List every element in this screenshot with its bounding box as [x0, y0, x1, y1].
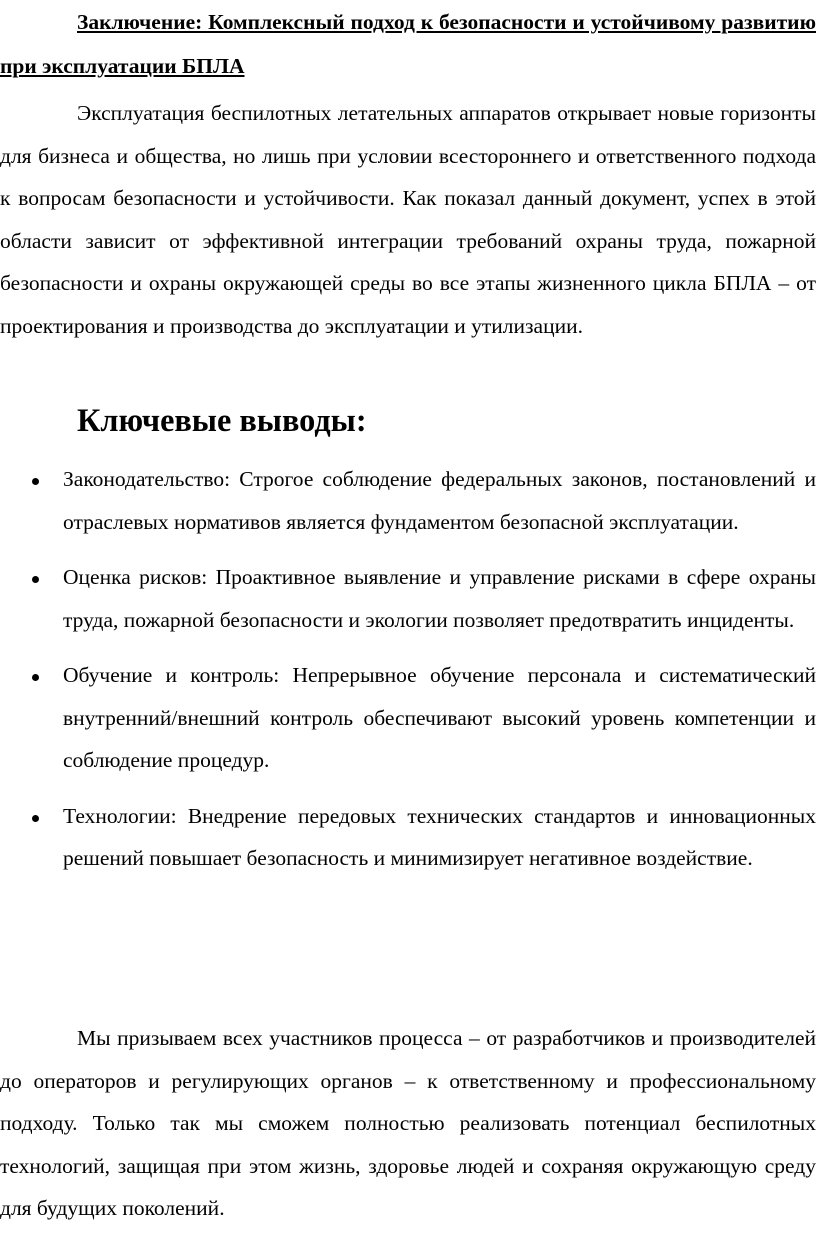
list-item	[0, 458, 816, 543]
list-item	[0, 556, 816, 641]
key-findings-list	[0, 458, 816, 893]
closing-paragraph: Мы призываем всех участников процесса – от разработчиков и производителей до операторов и регулирующих органов – к ответственному и профессиональному подходу. Только так мы сможем полностью реализовать потенциал беспилотных технологий, защищая при этом жизнь, здоровье людей и сохраняя окружающую среду для будущих поколений.	[0, 1026, 816, 1220]
intro-paragraph: Эксплуатация беспилотных летательных аппаратов открывает новые горизонты для бизнеса и общества, но лишь при условии всестороннего и ответственного подхода к вопросам безопасности и устойчивости. Как показал данный документ, успех в этой области зависит от эффективной интеграции требований охраны труда, пожарной безопасности и охраны окружающей среды во все этапы жизненного цикла БПЛА – от проектирования и производства до эксплуатации и утилизации.	[0, 101, 816, 338]
list-item-text: Обучение и контроль: Непрерывное обучение персонала и систематический внутренний/внешний контроль обеспечивают высокий уровень компетенции и соблюдение процедур.	[63, 663, 816, 772]
bullet-icon	[32, 674, 39, 681]
list-item	[0, 654, 816, 782]
list-item-text: Технологии: Внедрение передовых технических стандартов и инновационных решений повышает безопасность и минимизирует негативное воздействие.	[63, 803, 816, 870]
list-item-text: Законодательство: Строгое соблюдение федеральных законов, постановлений и отраслевых нормативов является фундаментом безопасной эксплуатации.	[63, 467, 816, 534]
key-findings-heading: Ключевые выводы:	[77, 402, 367, 438]
bullet-icon	[32, 815, 39, 822]
list-item	[0, 795, 816, 880]
bullet-icon	[32, 576, 39, 583]
list-item-text: Оценка рисков: Проактивное выявление и управление рисками в сфере охраны труда, пожарной безопасности и экологии позволяет предотвратить инциденты.	[63, 565, 816, 632]
document-title: Заключение: Комплексный подход к безопасности и устойчивому развитию при эксплуатации БПЛА	[0, 10, 816, 78]
bullet-icon	[32, 478, 39, 485]
